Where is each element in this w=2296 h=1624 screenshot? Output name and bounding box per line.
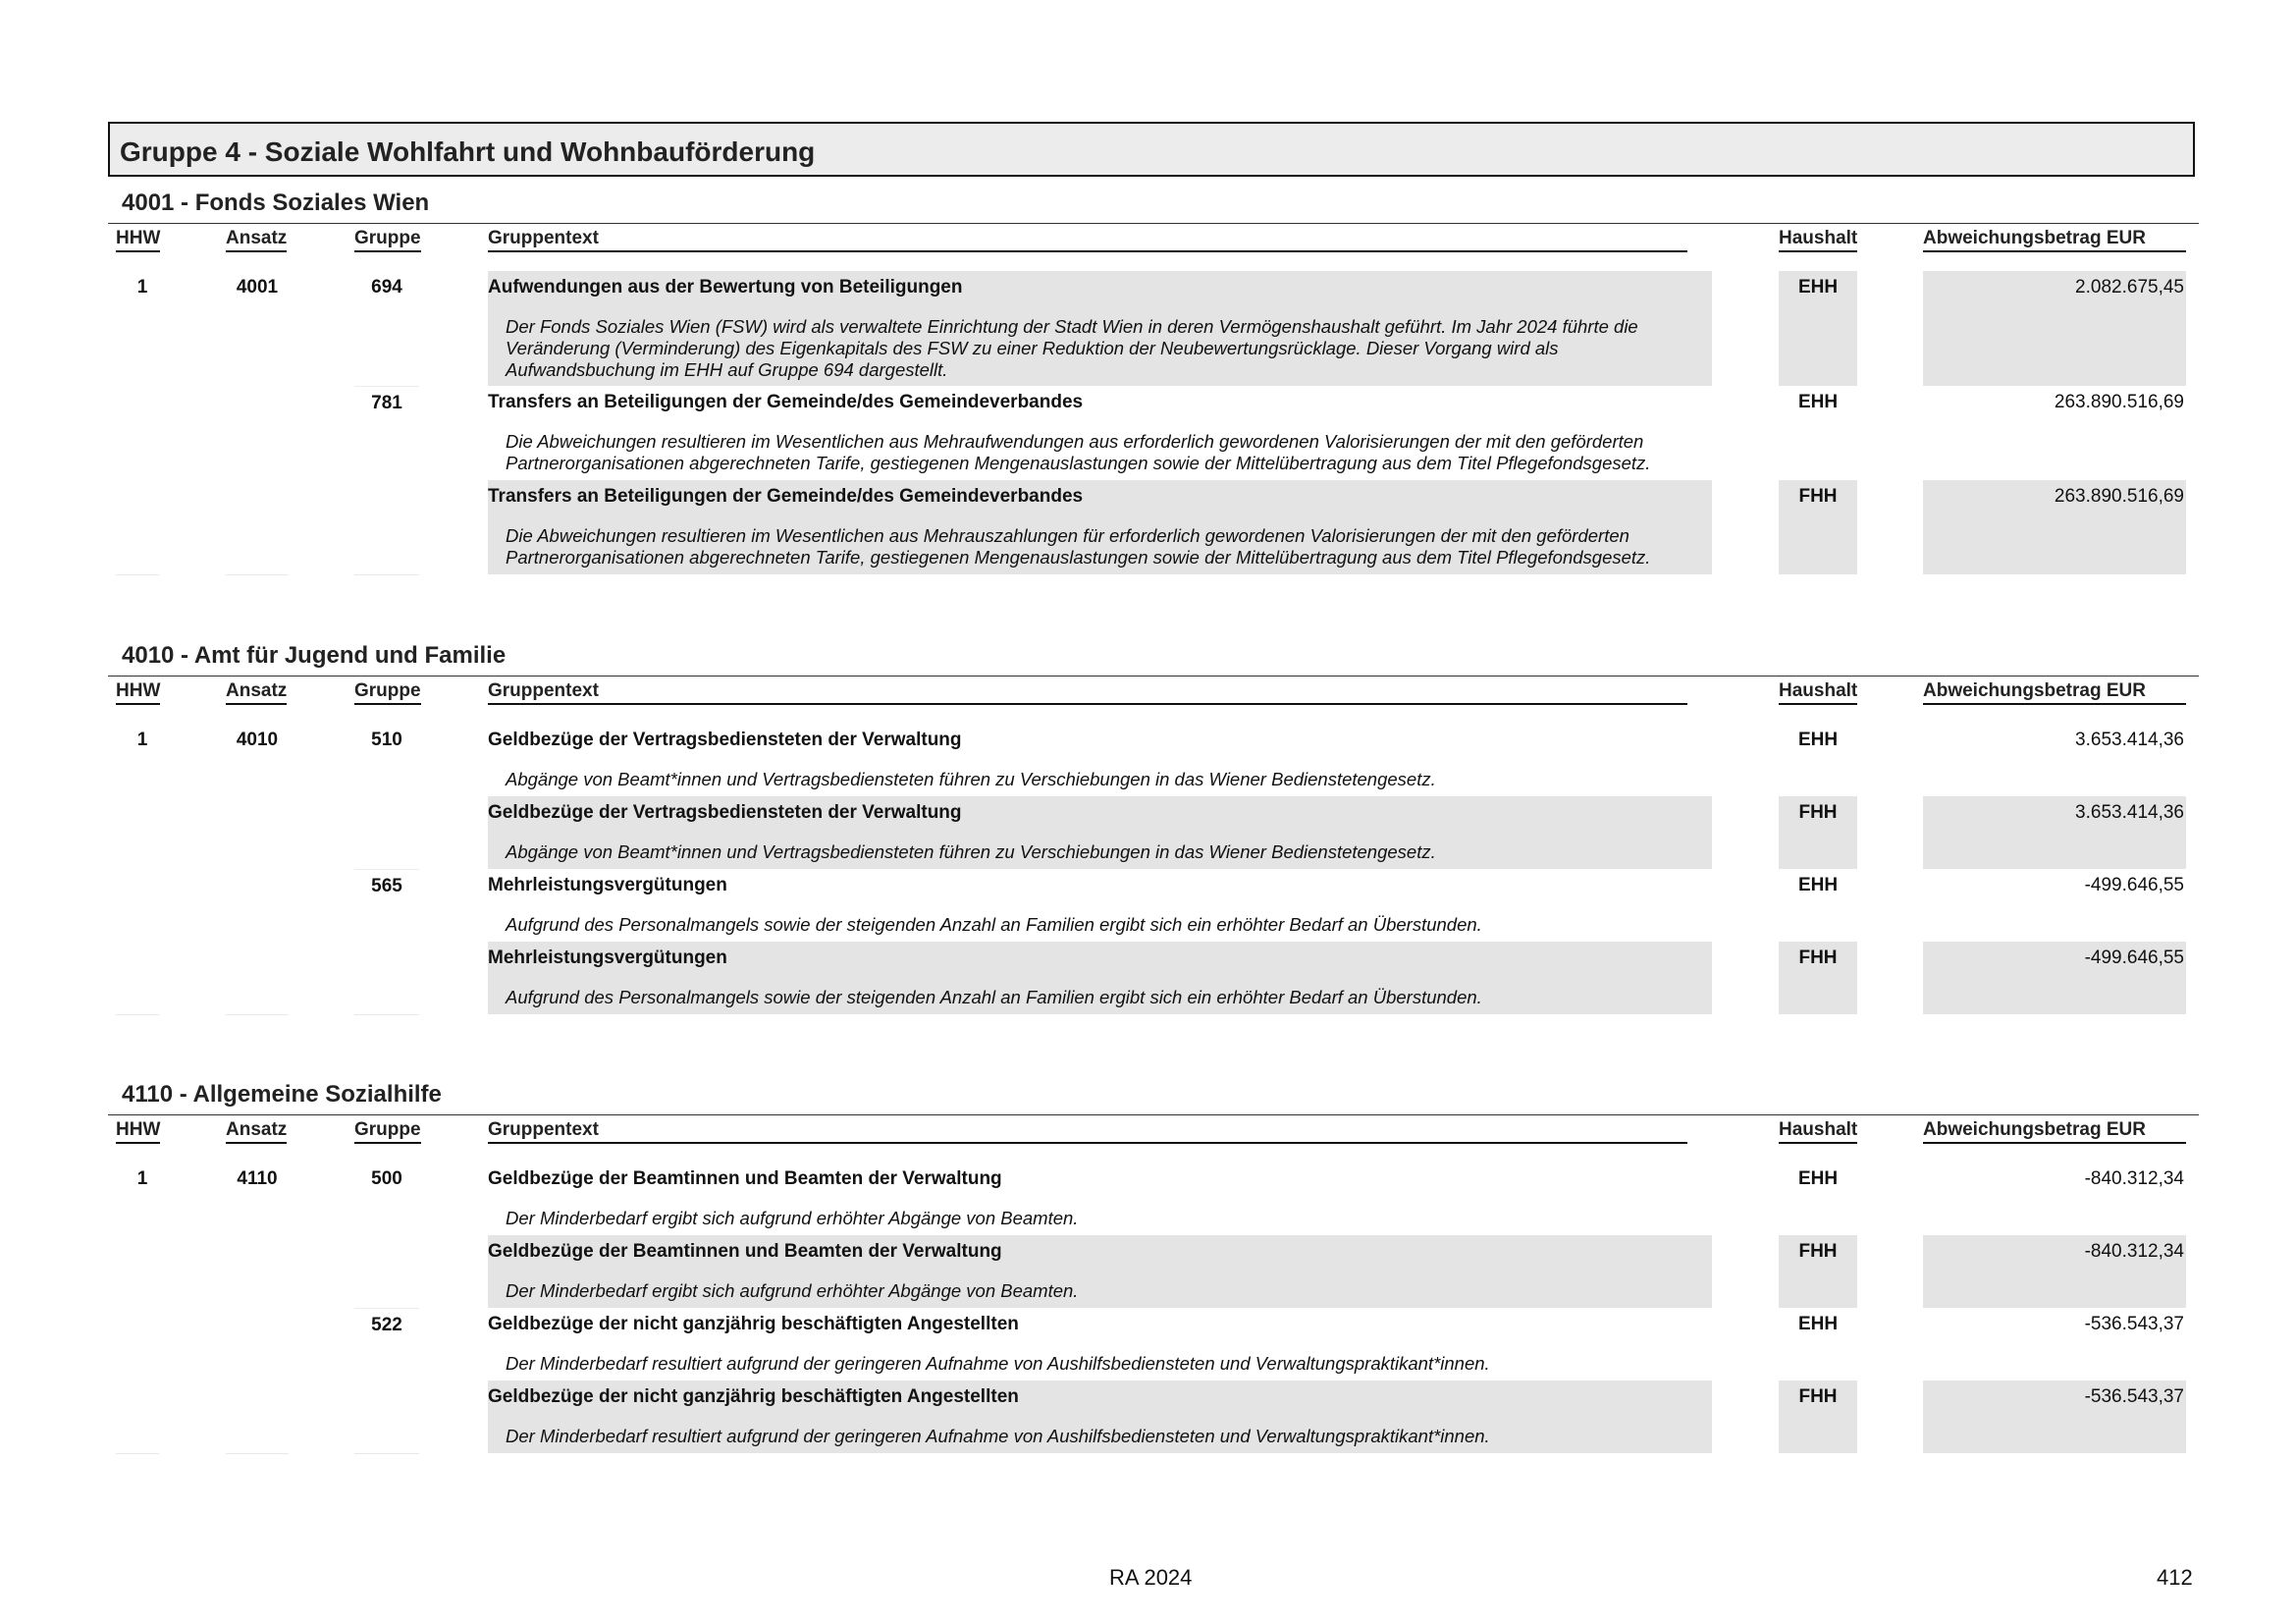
table-row xyxy=(108,480,2199,574)
haushalt-cell: EHH xyxy=(1779,271,1857,386)
row-description: Abgänge von Beamt*innen und Vertragsbediensteten führen zu Verschiebungen in das Wiener Bedienstetengesetz. xyxy=(506,769,1436,789)
section-4010 xyxy=(108,642,2199,1016)
section-4001 xyxy=(108,189,2199,576)
col-header-gruppe: Gruppe xyxy=(354,680,421,705)
row-description: Der Minderbedarf ergibt sich aufgrund erhöhter Abgänge von Beamten. xyxy=(506,1280,1079,1301)
col-header-ansatz: Ansatz xyxy=(226,680,287,705)
row-description: Die Abweichungen resultieren im Wesentlichen aus Mehrauszahlungen für erforderlich gewordenen Valorisierungen der mit den geförderten Partnerorganisationen abgerechneten Tarife, gestiegenen Mengenauslastungen sowie der Mittelübertragung aus dem Titel Pflegefondsgesetz. xyxy=(506,525,1651,568)
row-title: Geldbezüge der Beamtinnen und Beamten der Verwaltung xyxy=(488,1168,1002,1189)
hhw-cell: 1 xyxy=(136,730,148,750)
col-header-gruppe: Gruppe xyxy=(354,228,421,252)
section-4110 xyxy=(108,1081,2199,1455)
gruppe-cell: 510 xyxy=(371,730,402,750)
row-title: Aufwendungen aus der Bewertung von Beteiligungen xyxy=(488,277,963,298)
table-row xyxy=(108,1235,2199,1308)
table-end-divider xyxy=(108,1453,2199,1455)
col-header-gruppentext: Gruppentext xyxy=(488,1119,1687,1144)
row-description: Die Abweichungen resultieren im Wesentlichen aus Mehraufwendungen aus erforderlich gewordenen Valorisierungen der mit den geförderten Partnerorganisationen abgerechneten Tarife, gestiegenen Mengenauslastungen sowie der Mittelübertragung aus dem Titel Pflegefondsgesetz. xyxy=(506,431,1651,473)
haushalt-cell: FHH xyxy=(1779,1235,1857,1308)
table-row xyxy=(108,869,2199,942)
col-header-ansatz: Ansatz xyxy=(226,1119,287,1144)
haushalt-cell: FHH xyxy=(1779,1380,1857,1453)
row-description: Der Minderbedarf resultiert aufgrund der geringeren Aufnahme von Aushilfsbediensteten und Verwaltungspraktikant*innen. xyxy=(506,1426,1490,1446)
table-header xyxy=(108,1114,2199,1155)
betrag-cell: -499.646,55 xyxy=(2084,875,2184,895)
table-end-divider xyxy=(108,574,2199,576)
row-title: Mehrleistungsvergütungen xyxy=(488,947,727,968)
gruppe-cell: 781 xyxy=(354,386,419,480)
col-header-hhw: HHW xyxy=(116,680,160,705)
gruppentext-cell xyxy=(488,271,1712,386)
section-title: 4010 - Amt für Jugend und Familie xyxy=(122,642,507,669)
haushalt-cell: EHH xyxy=(1797,1168,1839,1189)
gruppe-cell: 565 xyxy=(354,869,419,942)
col-header-ansatz: Ansatz xyxy=(226,228,287,252)
haushalt-cell: FHH xyxy=(1779,796,1857,869)
row-description: Aufgrund des Personalmangels sowie der steigenden Anzahl an Familien ergibt sich ein erhöhter Bedarf an Überstunden. xyxy=(506,914,1482,935)
haushalt-cell: EHH xyxy=(1797,1314,1839,1334)
table-row xyxy=(108,386,2199,480)
betrag-cell: 263.890.516,69 xyxy=(2054,392,2184,412)
betrag-cell: 2.082.675,45 xyxy=(1923,271,2186,386)
table-row xyxy=(108,271,2199,386)
gruppentext-cell xyxy=(488,724,1712,796)
gruppentext-cell xyxy=(488,942,1712,1014)
col-header-hhw: HHW xyxy=(116,228,160,252)
row-description: Der Minderbedarf ergibt sich aufgrund erhöhter Abgänge von Beamten. xyxy=(506,1208,1079,1228)
col-header-gruppe: Gruppe xyxy=(354,1119,421,1144)
col-header-betrag: Abweichungsbetrag EUR xyxy=(1923,228,2186,252)
ansatz-cell: 4001 xyxy=(236,277,279,298)
row-title: Transfers an Beteiligungen der Gemeinde/des Gemeindeverbandes xyxy=(488,392,1084,412)
betrag-cell: -536.543,37 xyxy=(1923,1380,2186,1453)
col-header-betrag: Abweichungsbetrag EUR xyxy=(1923,680,2186,705)
section-title: 4001 - Fonds Soziales Wien xyxy=(122,189,430,216)
gruppe-cell: 500 xyxy=(371,1168,402,1189)
row-description: Aufgrund des Personalmangels sowie der steigenden Anzahl an Familien ergibt sich ein erhöhter Bedarf an Überstunden. xyxy=(506,987,1482,1007)
gruppe-cell: 694 xyxy=(371,277,402,298)
footer-page-number: 412 xyxy=(2157,1565,2193,1590)
col-header-gruppentext: Gruppentext xyxy=(488,680,1687,705)
table-row xyxy=(108,942,2199,1014)
haushalt-cell: EHH xyxy=(1797,392,1839,412)
haushalt-cell: FHH xyxy=(1779,942,1857,1014)
gruppentext-cell xyxy=(488,1380,1712,1453)
betrag-cell: -840.312,34 xyxy=(1923,1235,2186,1308)
gruppentext-cell xyxy=(488,386,1712,480)
betrag-cell: 3.653.414,36 xyxy=(1923,796,2186,869)
haushalt-cell: EHH xyxy=(1797,730,1839,750)
row-title: Geldbezüge der Vertragsbediensteten der Verwaltung xyxy=(488,730,962,750)
betrag-cell: -536.543,37 xyxy=(2084,1314,2184,1334)
row-title: Geldbezüge der Vertragsbediensteten der Verwaltung xyxy=(488,802,962,823)
row-title: Mehrleistungsvergütungen xyxy=(488,875,727,895)
col-header-haushalt: Haushalt xyxy=(1779,1119,1857,1144)
ansatz-cell: 4010 xyxy=(236,730,279,750)
table-header xyxy=(108,676,2199,716)
row-description: Der Minderbedarf resultiert aufgrund der geringeren Aufnahme von Aushilfsbediensteten und Verwaltungspraktikant*innen. xyxy=(506,1353,1490,1374)
gruppentext-cell xyxy=(488,1308,1712,1380)
table-header xyxy=(108,223,2199,263)
betrag-cell: -840.312,34 xyxy=(2084,1168,2184,1189)
haushalt-cell: FHH xyxy=(1779,480,1857,574)
page-title: Gruppe 4 - Soziale Wohlfahrt und Wohnbauförderung xyxy=(108,122,2195,177)
gruppentext-cell xyxy=(488,1163,1712,1235)
ansatz-cell: 4110 xyxy=(237,1168,278,1189)
gruppentext-cell xyxy=(488,869,1712,942)
gruppentext-cell xyxy=(488,796,1712,869)
row-title: Transfers an Beteiligungen der Gemeinde/des Gemeindeverbandes xyxy=(488,486,1084,507)
col-header-hhw: HHW xyxy=(116,1119,160,1144)
table-row xyxy=(108,1308,2199,1380)
haushalt-cell: EHH xyxy=(1797,875,1839,895)
col-header-betrag: Abweichungsbetrag EUR xyxy=(1923,1119,2186,1144)
table-row xyxy=(108,796,2199,869)
row-description: Der Fonds Soziales Wien (FSW) wird als verwaltete Einrichtung der Stadt Wien in deren Vermögenshaushalt geführt. Im Jahr 2024 führte die Veränderung (Verminderung) des Eigenkapitals des FSW zu einer Reduktion der Neubewertungsrücklage. Dieser Vorgang wird als Aufwandsbuchung im EHH auf Gruppe 694 dargestellt. xyxy=(506,316,1638,380)
table-end-divider xyxy=(108,1014,2199,1016)
row-title: Geldbezüge der nicht ganzjährig beschäftigten Angestellten xyxy=(488,1386,1019,1407)
table-row xyxy=(108,724,2199,796)
section-title: 4110 - Allgemeine Sozialhilfe xyxy=(122,1081,442,1108)
hhw-cell: 1 xyxy=(136,277,148,298)
row-description: Abgänge von Beamt*innen und Vertragsbediensteten führen zu Verschiebungen in das Wiener Bedienstetengesetz. xyxy=(506,841,1436,862)
row-title: Geldbezüge der nicht ganzjährig beschäftigten Angestellten xyxy=(488,1314,1019,1334)
betrag-cell: 3.653.414,36 xyxy=(2075,730,2184,750)
gruppentext-cell xyxy=(488,480,1712,574)
footer-document-label: RA 2024 xyxy=(1109,1565,1193,1590)
table-row xyxy=(108,1163,2199,1235)
col-header-haushalt: Haushalt xyxy=(1779,228,1857,252)
gruppe-cell: 522 xyxy=(354,1308,419,1380)
col-header-gruppentext: Gruppentext xyxy=(488,228,1687,252)
gruppentext-cell xyxy=(488,1235,1712,1308)
betrag-cell: 263.890.516,69 xyxy=(1923,480,2186,574)
row-title: Geldbezüge der Beamtinnen und Beamten der Verwaltung xyxy=(488,1241,1002,1262)
col-header-haushalt: Haushalt xyxy=(1779,680,1857,705)
hhw-cell: 1 xyxy=(136,1168,148,1189)
betrag-cell: -499.646,55 xyxy=(1923,942,2186,1014)
table-row xyxy=(108,1380,2199,1453)
